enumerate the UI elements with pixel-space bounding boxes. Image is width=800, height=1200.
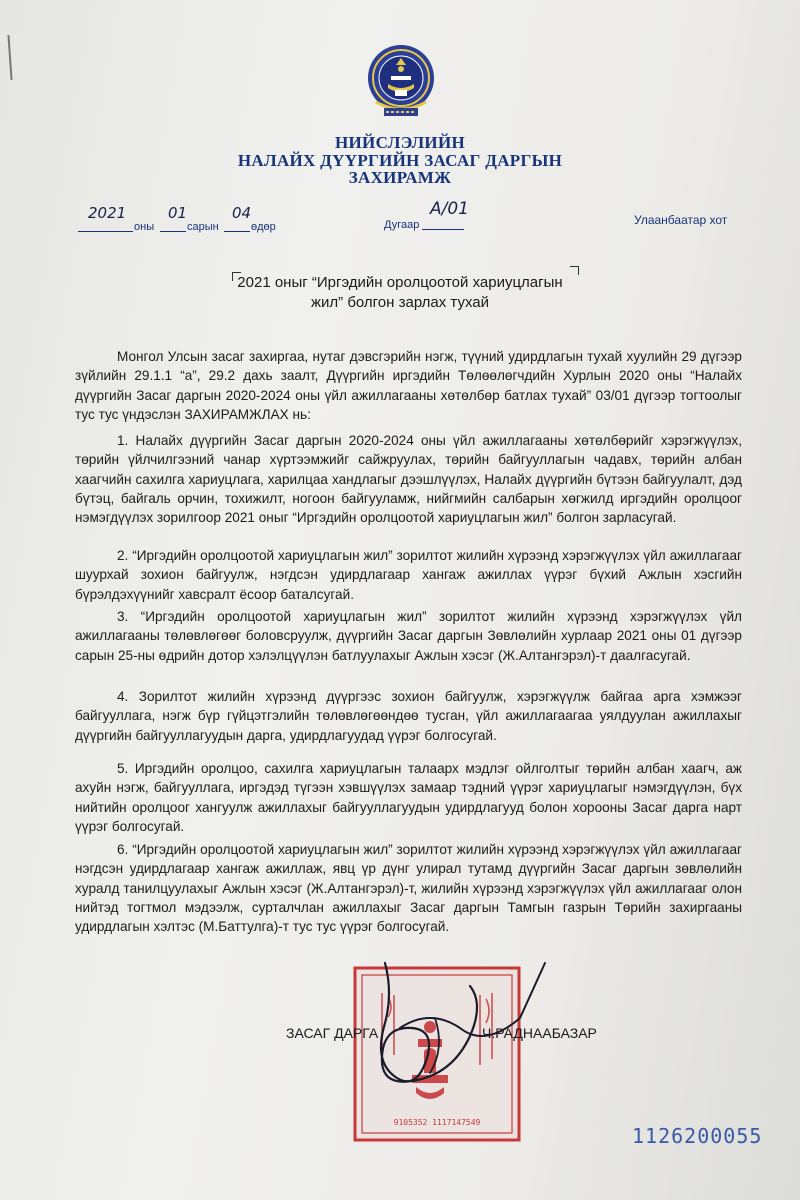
month-handwritten: 01 [168, 204, 188, 222]
state-emblem-icon [366, 42, 436, 122]
day-suffix: өдөр [251, 221, 276, 233]
year-line [78, 231, 133, 232]
month-suffix: сарын [187, 221, 219, 233]
city: Улаанбаатар хот [634, 213, 728, 227]
signatory-name: Ч.РАДНААБАЗАР [482, 1025, 597, 1041]
signatory-title: ЗАСАГ ДАРГА [286, 1025, 379, 1041]
body-text [75, 347, 742, 424]
serial-number: 1126200055 [632, 1124, 763, 1148]
item-3-text: 3. “Иргэдийн оролцоотой хариуцлагын жил” зорилтот жилийн хүрээнд хэрэгжүүлэх үйл ажиллагааны төлөвлөгөөг боловсруулж, дүүргийн Засаг даргын Зөвлөлийн хурлаар 2021 оны 01 дүгээр сарын 25-ны өдрийн дотор хэлэлцүүлэн батлуулахыг Ажлын хэсэг (Ж.Алтангэрэл)-т даалгасугай. [75, 609, 742, 663]
title-line2: жил” болгон зарлах тухай [310, 294, 490, 311]
item-3 [75, 607, 742, 665]
day-handwritten: 04 [232, 204, 252, 222]
month-line [160, 231, 186, 232]
document-type: ЗАХИРАМЖ [348, 168, 452, 187]
pencil-mark [7, 35, 12, 80]
intro-paragraph: Монгол Улсын засаг захиргаа, нутаг дэвсгэрийн нэгж, түүний удирдлагын тухай хуулийн 29 дүгээр зүйлийн 29.1.1 “а”, 29.2 дахь заалт, Дүүргийн иргэдийн Төлөөлөгчдийн Хурлын 2020 оны “Налайх дүүргийн Засаг даргын 2020-2024 оны үйл ажиллагааны хөтөлбөр батлах тухай” 03/01 дүгээр тогтоолыг тус тус үндэслэн ЗАХИРАМЖЛАХ нь: [75, 349, 742, 422]
number-label: Дугаар [384, 219, 420, 231]
item-6-text: 6. “Иргэдийн оролцоотой хариуцлагын жил” зорилтот жилийн хүрээнд хэрэгжүүлэх үйл ажиллагааг нэгдсэн удирдлагаар хангаж ажиллаж, явц үр дүнг улирал тутамд дүүргийн Засаг даргын зөвлөлийн хуралд танилцуулахыг Ажлын хэсэг (Ж.Алтангэрэл)-т, жилийн хүрээнд хэрэгжүүлэх үйл ажиллагааг олон нийтэд тогтмол мэдээлж, сурталчлан ажиллахыг Засаг даргын Тамгын газрын Төрийн захиргааны удирдлагын хэлтэс (М.Баттулга)-т тус тус үүрэг болгосугай. [75, 842, 742, 935]
item-4 [75, 687, 742, 745]
number-line [422, 229, 464, 230]
item-2 [75, 546, 742, 604]
number-handwritten: А/01 [430, 199, 469, 219]
year-suffix: оны [134, 221, 155, 233]
item-1-text: 1. Налайх дүүргийн Засаг даргын 2020-2024 оны үйл ажиллагааны хөтөлбөрийг хэрэгжүүлэх, төрийн үйлчилгээний чанар хүртээмжийг сайжруулах, төрийн байгууллагын чадавх, төрийн албан хаагчийн сахилга хариуцлага, харилцаа хандлагыг дээшлүүлэх, Налайх дүүргийн бүтээн байгуулалт, дэд бүтэц, байгаль орчин, тохижилт, ногоон байгууламж, нийгмийн салбарын хөгжилд иргэдийн оролцоог нэмэгдүүлэх зорилгоор 2021 оныг “Иргэдийн оролцоотой хариуцлагын жил” болгон зарласугай. [75, 433, 742, 526]
org-name-line2: НАЛАЙХ ДҮҮРГИЙН ЗАСАГ ДАРГЫН [237, 151, 563, 170]
item-4-text: 4. Зорилтот жилийн хүрээнд дүүргээс зохион байгуулж, хэрэгжүүлж байгаа арга хэмжээг байгууллага, нэгж бүр гүйцэтгэлийн төлөвлөгөөндөө тусган, үйл ажиллагаагаа уялдуулан ажиллахыг дүүргийн байгууллагуудын дарга, удирдлагуудад үүрэг болгосугай. [75, 689, 742, 743]
title-line1: 2021 оныг “Иргэдийн оролцоотой хариуцлагын [237, 274, 563, 291]
item-6 [75, 840, 742, 936]
item-1 [75, 431, 742, 527]
item-5 [75, 759, 742, 836]
day-line [224, 231, 250, 232]
org-name-line1: НИЙСЛЭЛИЙН [335, 133, 465, 152]
stamp-numbers: 9105352 1117147549 [393, 1118, 481, 1127]
item-2-text: 2. “Иргэдийн оролцоотой хариуцлагын жил” зорилтот жилийн хүрээнд хэрэгжүүлэх үйл ажиллагааг шуурхай зохион байгуулж, нэгдсэн удирдлагаар хангаж ажиллах үүрэг бүхий Ажлын хэсгийн бүрэлдэхүүнийг хавсралт ёсоор баталсугай. [75, 548, 742, 602]
item-5-text: 5. Иргэдийн оролцоо, сахилга хариуцлагын талаарх мэдлэг ойлголтыг төрийн албан хаагч, аж ахуйн нэгж, байгууллага, иргэдэд түгээн хэвшүүлэх замаар тэдний үүрэг хариуцлагыг нэмэгдүүлэн, бүх нийтийн оролцоог хангуулж ажиллахыг байгууллагуудын удирдлагууд болон хорооны Засаг дарга нарт үүрэг болгосугай. [75, 761, 742, 834]
year-handwritten: 2021 [88, 204, 127, 222]
